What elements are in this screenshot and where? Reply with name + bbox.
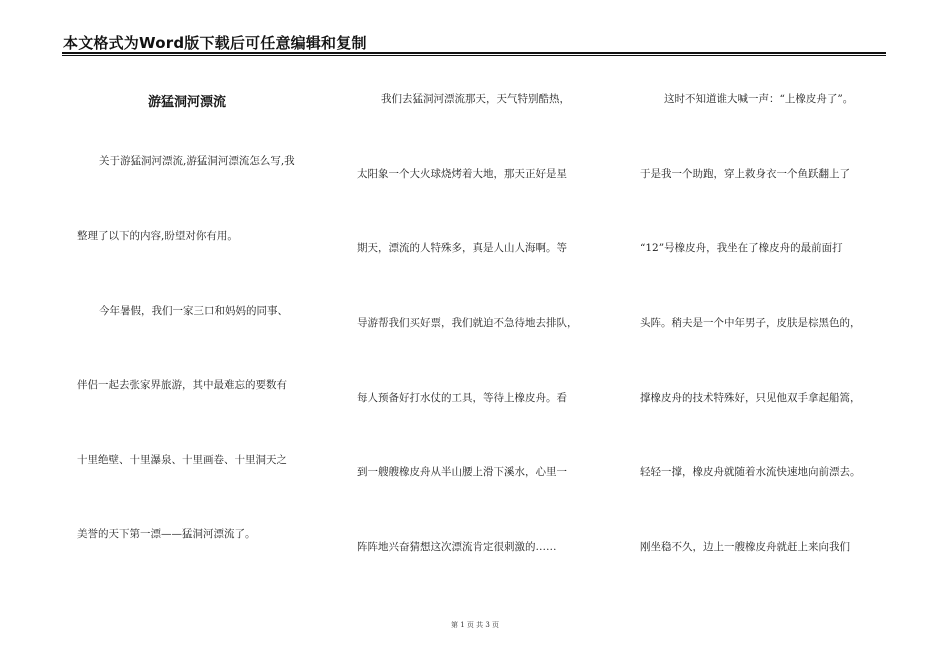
text-line: 太阳象一个大火球烧烤着大地，那天正好是星 [357, 168, 567, 180]
header-divider-thin [62, 55, 886, 56]
text-line: 关于游猛洞河漂流,游猛洞河漂流怎么写,我 [99, 155, 295, 167]
header-divider-thick [62, 52, 886, 54]
text-line: 美誉的天下第一漂——猛洞河漂流了。 [77, 528, 256, 540]
article-title: 游猛洞河漂流 [148, 95, 227, 110]
text-line: 每人预备好打水仗的工具，等待上橡皮舟。看 [357, 392, 567, 404]
text-line: 这时不知道谁大喊一声：“上橡皮舟了”。 [664, 93, 854, 105]
text-line: 头阵。稍夫是一个中年男子，皮肤是棕黑色的， [640, 317, 861, 329]
text-line: 轻轻一撑，橡皮舟就随着水流快速地向前漂去。 [640, 466, 861, 478]
text-line: 于是我一个助跑，穿上救身衣一个鱼跃翻上了 [640, 168, 850, 180]
text-line: 伴侣一起去张家界旅游，其中最难忘的要数有 [77, 379, 287, 391]
page-number-footer: 第 1 页 共 3 页 [450, 621, 500, 629]
text-line: 我们去猛洞河漂流那天，天气特别酷热， [381, 93, 570, 105]
text-line: 阵阵地兴奋猜想这次漂流肯定很刺激的…… [357, 541, 557, 553]
text-line: 整理了以下的内容,盼望对你有用。 [77, 230, 238, 242]
text-line: 导游帮我们买好票，我们就迫不急待地去排队， [357, 317, 578, 329]
text-line: 十里绝壁、十里瀑泉、十里画卷、十里洞天之 [77, 454, 287, 466]
text-line: 今年暑假，我们一家三口和妈妈的同事、 [99, 305, 288, 317]
text-line: 撑橡皮舟的技术特殊好，只见他双手拿起船篙， [640, 392, 861, 404]
page-header-banner: 本文格式为Word版下载后可任意编辑和复制 [63, 34, 367, 52]
text-line: 刚坐稳不久，边上一艘橡皮舟就赶上来向我们 [640, 541, 850, 553]
text-line: “12”号橡皮舟，我坐在了橡皮舟的最前面打 [640, 242, 843, 254]
text-line: 期天，漂流的人特殊多，真是人山人海啊。等 [357, 242, 567, 254]
text-line: 到一艘艘橡皮舟从半山腰上滑下溪水，心里一 [357, 466, 567, 478]
